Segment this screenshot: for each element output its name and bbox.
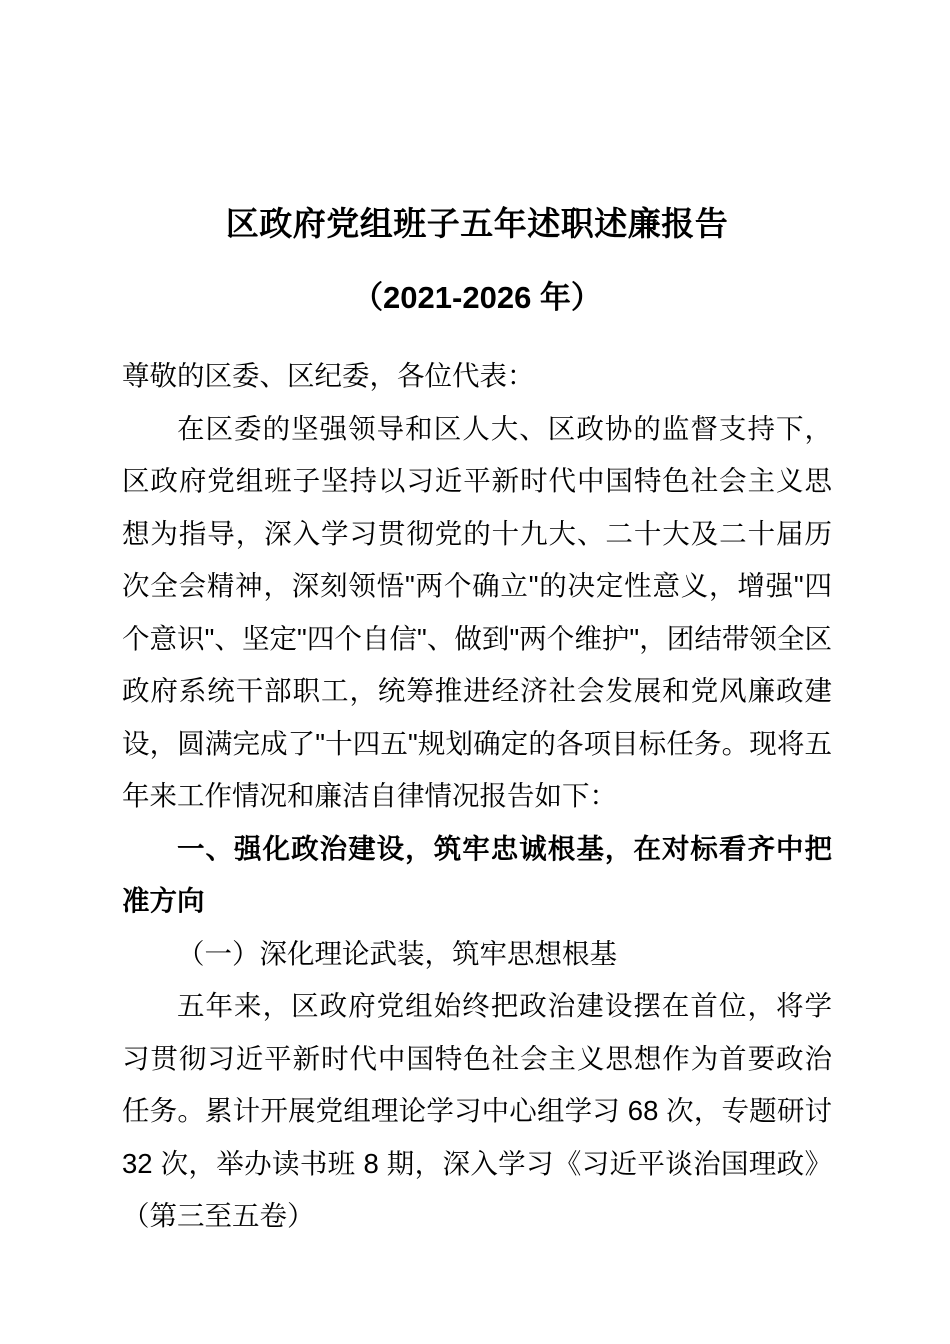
subsection-heading-1-1: （一）深化理论武装，筑牢思想根基 [177,937,617,969]
document-title: 区政府党组班子五年述职述廉报告 [225,205,729,242]
opening-paragraph: 在区委的坚强领导和区人大、区政协的监督支持下，区政府党组班子坚持以习近平新时代中国特色社会主义思想为指导，深入学习贯彻党的十九大、二十大及二十届历次全会精神，深刻领悟"两个确立"的决定性意义，增强"四个意识"、坚定"四个自信"、做到"两个维护"，团结带领全区政府系统干部职工，统筹推进经济社会发展和党风廉政建设，圆满完成了"十四五"规划确定的各项目标任务。现将五年来工作情况和廉洁自律情况报告如下： [122,412,832,812]
salutation-line: 尊敬的区委、区纪委，各位代表： [122,360,535,392]
subsection-1-1-paragraph: 五年来，区政府党组始终把政治建设摆在首位，将学习贯彻习近平新时代中国特色社会主义思想作为首要政治任务。累计开展党组理论学习中心组学习 68 次，专题研讨 32 次，举办读书班 8 期，深入学习《习近平谈治国理政》（第三至五卷） [122,990,832,1232]
document-body [122,0,832,1243]
document-subtitle: （2021-2026 年） [352,280,602,316]
section-heading-1: 一、强化政治建设，筑牢忠诚根基，在对标看齐中把准方向 [122,832,832,917]
